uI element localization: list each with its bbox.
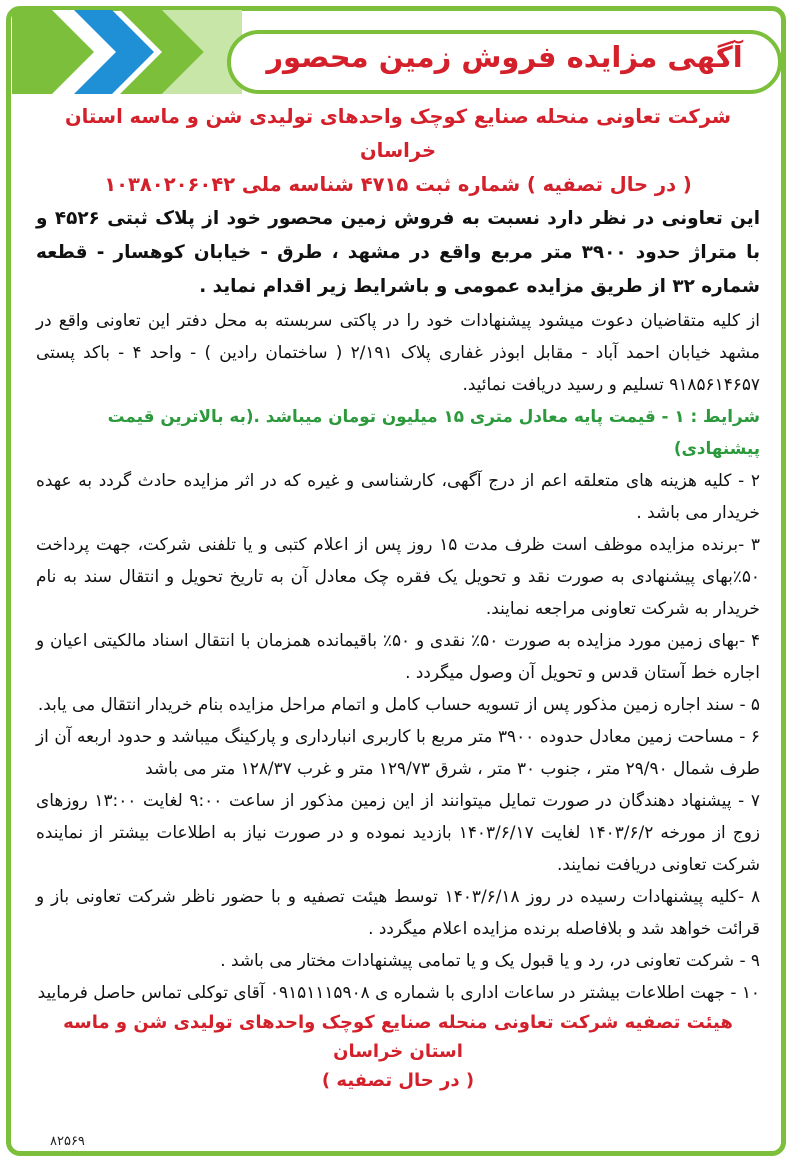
page-title: آگهی مزایده فروش زمین محصور	[266, 40, 743, 74]
condition-item: ۹ - شرکت تعاونی در، رد و یا قبول یک و یا تمامی پیشنهادات مختار می باشد .	[220, 950, 760, 970]
condition-item: ۲ - کلیه هزینه های متعلقه اعم از درج آگهی، کارشناسی و غیره که در اثر مزایده حادث گردد به عهده خریدار می باشد .	[36, 470, 760, 522]
invite-paragraph: از کلیه متقاضیان دعوت میشود پیشنهادات خود را در پاکتی سربسته به محل دفتر این تعاونی واقع در مشهد خیابان احمد آباد - مقابل ابوذر غفاری پلاک ۲/۱۹۱ ( ساختمان رادین ) - واحد ۴ - باکد پستی ۹۱۸۵۶۱۴۶۵۷ تسلیم و رسید دریافت نمائید.	[36, 310, 760, 394]
condition-item: ۳ -برنده مزایده موظف است ظرف مدت ۱۵ روز پس از اعلام کتبی و یا تلفنی شرکت، جهت پرداخت ۵۰٪بهای پیشنهادی به صورت نقد و تحویل یک فقره چک معادل آن به تاریخ تحویل و انتقال سند به نام خریدار به شرکت تعاونی مراجعه نمایند.	[36, 534, 760, 618]
company-name: شرکت تعاونی منحله صنایع کوچک واحدهای تولیدی شن و ماسه استان خراسان	[64, 105, 732, 162]
ad-body	[36, 100, 760, 1095]
header	[12, 10, 780, 94]
title-box	[227, 30, 782, 94]
condition-item: ۵ - سند اجاره زمین مذکور پس از تسویه حساب کامل و اتمام مراحل مزایده بنام خریدار انتقال می یابد.	[37, 694, 760, 714]
chevron-arrow-icon	[12, 10, 242, 94]
intro-paragraph: این تعاونی در نظر دارد نسبت به فروش زمین محصور خود از پلاک ثبتی ۴۵۲۶ و با متراژ حدود ۳۹۰۰ متر مربع واقع در مشهد ، طرق - خیابان کوهسار - قطعه شماره ۳۲ از طریق مزایده عمومی و باشرایط زیر اقدام نماید .	[36, 208, 760, 297]
condition-item: ۷ - پیشنهاد دهندگان در صورت تمایل میتوانند از این زمین مذکور از ساعت ۹:۰۰ لغایت ۱۳:۰۰ روزهای زوج از مورخه ۱۴۰۳/۶/۲ لغایت ۱۴۰۳/۶/۱۷ بازدید نموده و در صورت نیاز به اطلاعات بیشتر از نماینده شرکت تعاونی دریافت نمایند.	[36, 790, 761, 874]
condition-item: ۱۰ - جهت اطلاعات بیشتر در ساعات اداری با شماره ی ۰۹۱۵۱۱۱۵۹۰۸ آقای توکلی تماس حاصل فرمایید	[37, 982, 760, 1002]
ad-number: ۸۲۵۶۹	[50, 1134, 85, 1149]
footer-status: ( در حال تصفیه )	[321, 1070, 475, 1091]
condition-item: ۸ -کلیه پیشنهادات رسیده در روز ۱۴۰۳/۶/۱۸ توسط هیئت تصفیه و با حضور ناظر شرکت تعاونی باز و قرائت خواهد شد و بلافاصله برنده مزایده اعلام میگردد .	[36, 886, 761, 938]
conditions-title: شرایط : ۱ - قیمت پایه معادل متری ۱۵ میلیون تومان میباشد .(به بالاترین قیمت پیشنهادی)	[107, 406, 760, 458]
footer-signature: هیئت تصفیه شرکت تعاونی منحله صنایع کوچک واحدهای تولیدی شن و ماسه استان خراسان	[63, 1012, 733, 1062]
company-registration: ( در حال تصفیه ) شماره ثبت ۴۷۱۵ شناسه ملی ۱۰۳۸۰۲۰۶۰۴۲	[104, 173, 692, 196]
condition-item: ۴ -بهای زمین مورد مزایده به صورت ۵۰٪ نقدی و ۵۰٪ باقیمانده همزمان با انتقال اسناد مالکیتی اعیان و اجاره خط آستان قدس و تحویل آن وصول میگردد .	[36, 630, 761, 682]
condition-item: ۶ - مساحت زمین معادل حدوده ۳۹۰۰ متر مربع با کاربری انبارداری و پارکینگ میباشد و حدود اربعه آن از طرف شمال ۲۹/۹۰ متر ، جنوب ۳۰ متر ، شرق ۱۲۹/۷۳ متر و غرب ۱۲۸/۳۷ متر می باشد	[36, 726, 760, 778]
